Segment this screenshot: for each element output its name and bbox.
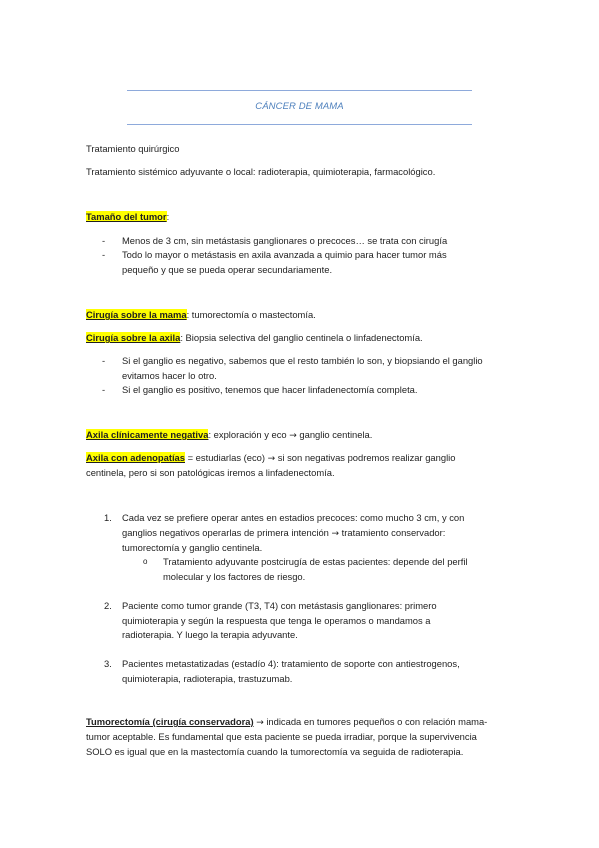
axila-bullet-2	[122, 383, 418, 398]
cirugia-axila-text: : Biopsia selectiva del ganglio centinela o linfadenectomía.	[180, 332, 423, 343]
axila-bullet-2-line-1: Si el ganglio es positivo, tenemos que hacer linfadenectomía completa.	[122, 384, 418, 395]
tumorectomia-line-1	[86, 715, 487, 731]
tamano-label: Tamaño del tumor	[86, 211, 167, 222]
cirugia-mama-line	[86, 308, 316, 323]
numbered-item-3	[122, 657, 460, 686]
numbered-item-1-line-3: tumorectomía y ganglio centinela.	[122, 542, 263, 553]
document-title: CÁNCER DE MAMA	[255, 101, 344, 112]
list-number: 1.	[104, 512, 112, 523]
numbered-item-1-line-2	[122, 526, 464, 542]
tamano-bullet-1	[122, 234, 447, 249]
list-number: 3.	[104, 658, 112, 669]
right-arrow-icon: →	[331, 528, 340, 539]
tamano-bullet-2-line-2: pequeño y que se pueda operar secundariamente.	[122, 263, 333, 275]
bullet-dash: -	[102, 235, 106, 246]
tamano-bullet-2	[122, 248, 447, 277]
axila-adeno-label: Axila con adenopatías	[86, 452, 185, 463]
title-bottom-rule	[127, 124, 472, 125]
tamano-colon: :	[166, 211, 170, 222]
numbered-item-1-line-2b: tratamiento conservador:	[339, 526, 446, 538]
tamano-bullet-1-line-1: Menos de 3 cm, sin metástasis ganglionares o precoces… se trata con cirugía	[122, 235, 448, 246]
axila-adeno-line-1	[86, 451, 455, 467]
numbered-item-1-sub-line-1: Tratamiento adyuvante postcirugía de estas pacientes: depende del perfil	[163, 556, 468, 567]
numbered-item-1-sub	[163, 555, 468, 584]
right-arrow-icon: →	[289, 431, 297, 441]
sub-bullet-marker: o	[143, 557, 148, 566]
tamano-bullet-2-line-1: Todo lo mayor o metástasis en axila avanzada a quimio para hacer tumor más	[122, 249, 447, 260]
axila-negativa-text-a: : exploración y eco	[208, 429, 290, 440]
axila-negativa-line	[86, 428, 372, 444]
right-arrow-icon: →	[267, 454, 276, 464]
tumorectomia-text-b: indicada en tumores pequeños o con relación mama-	[263, 716, 488, 727]
tumorectomia-label: Tumorectomía (cirugía conservadora)	[86, 716, 254, 727]
cirugia-mama-text: : tumorectomía o mastectomía.	[186, 309, 316, 320]
numbered-item-1-line-1: Cada vez se prefiere operar antes en estadios precoces: como mucho 3 cm, y con	[122, 512, 465, 523]
numbered-item-3-line-2: quimioterapia, radioterapia, trastuzumab.	[122, 672, 293, 684]
bullet-dash: -	[102, 384, 106, 395]
bullet-dash: -	[102, 249, 106, 260]
cirugia-axila-label: Cirugía sobre la axila	[86, 332, 181, 343]
tumorectomia-line-3: SOLO es igual que en la mastectomía cuando la tumorectomía va seguida de radioterapia.	[86, 746, 464, 757]
axila-negativa-label: Axila clínicamente negativa	[86, 429, 209, 440]
numbered-item-2-line-2: quimioterapia y según la respuesta que tenga le operamos o mandamos a	[122, 614, 431, 626]
axila-adeno-text-b: si son negativas podremos realizar ganglio	[275, 452, 456, 463]
tumorectomia-line-2: tumor aceptable. Es fundamental que esta paciente se pueda irradiar, porque la supervivencia	[86, 731, 477, 742]
numbered-item-1	[122, 511, 464, 556]
axila-adeno-text-a: = estudiarlas (eco)	[185, 452, 268, 463]
axila-negativa-text-b: ganglio centinela.	[296, 429, 373, 440]
numbered-item-1-line-2a: ganglios negativos operarlas de primera intención	[122, 526, 332, 538]
intro-line-2: Tratamiento sistémico adyuvante o local: radioterapia, quimioterapia, farmacológico.	[86, 166, 436, 177]
numbered-item-2-line-3: radioterapia. Y luego la terapia adyuvante.	[122, 629, 298, 640]
axila-bullet-1	[122, 354, 483, 383]
numbered-item-2-line-1: Paciente como tumor grande (T3, T4) con metástasis ganglionares: primero	[122, 600, 437, 611]
numbered-item-2	[122, 599, 437, 643]
intro-line-1: Tratamiento quirúrgico	[86, 143, 180, 154]
numbered-item-1-sub-line-2: molecular y los factores de riesgo.	[163, 570, 306, 582]
numbered-item-3-line-1: Pacientes metastatizadas (estadío 4): tratamiento de soporte con antiestrogenos,	[122, 658, 460, 669]
axila-adeno-line-2: centinela, pero si son patológicas iremos a linfadenectomía.	[86, 467, 335, 478]
axila-bullet-1-line-1: Si el ganglio es negativo, sabemos que el resto también lo son, y biopsiando el ganglio	[122, 355, 483, 366]
cirugia-axila-line	[86, 331, 423, 346]
list-number: 2.	[104, 600, 112, 611]
axila-bullet-1-line-2: evitamos hacer lo otro.	[122, 369, 217, 381]
right-arrow-icon: →	[256, 718, 264, 728]
bullet-dash: -	[102, 355, 106, 366]
cirugia-mama-label: Cirugía sobre la mama	[86, 309, 187, 320]
tamano-heading	[86, 210, 169, 225]
title-top-rule	[127, 90, 472, 91]
